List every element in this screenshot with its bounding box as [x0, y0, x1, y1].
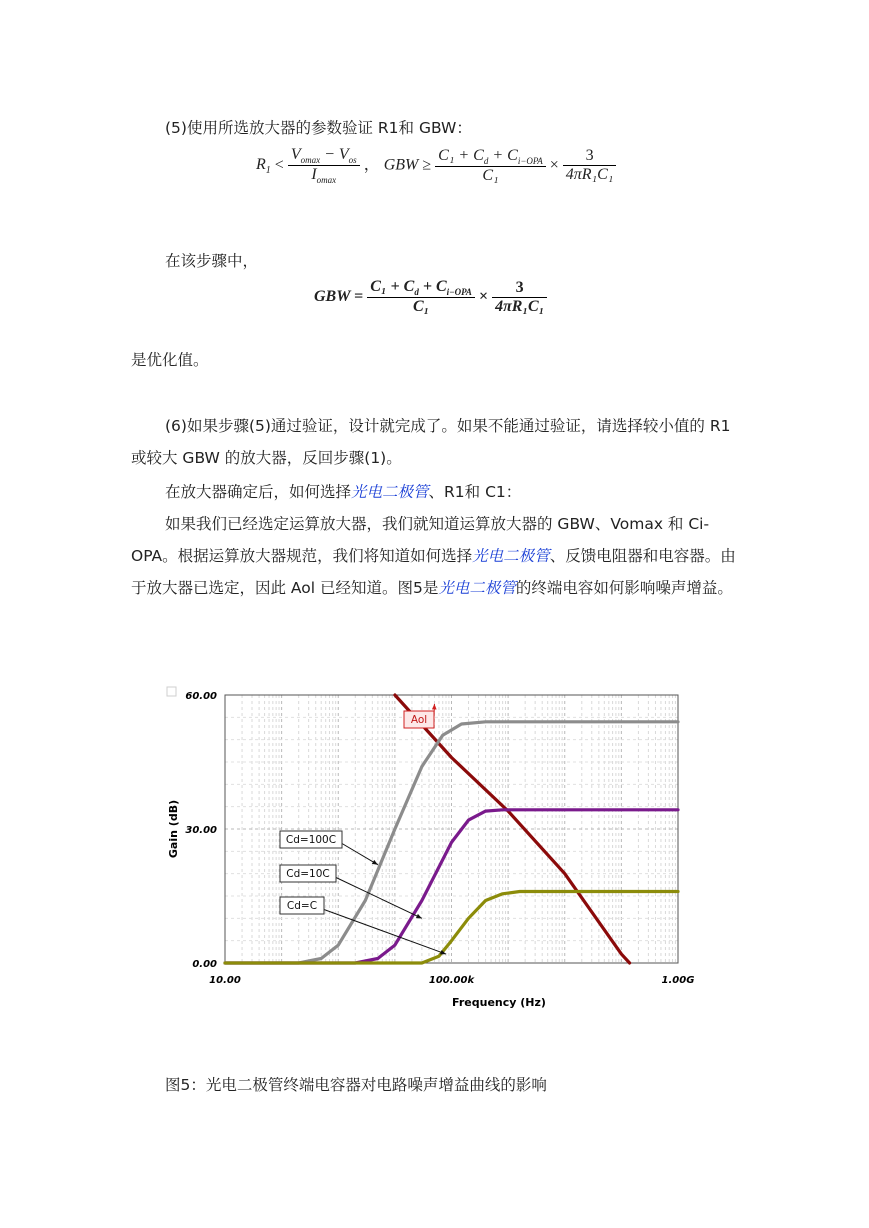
formula2-times: ×: [478, 287, 489, 305]
chart-corner-box: [167, 687, 176, 696]
formula-sep: ，: [363, 156, 380, 174]
x-tick-label: 10.00: [209, 975, 241, 986]
formula-vomax-frac: $\frac{V_{omax} - V_{os}}{I_{omax}}$: [288, 146, 360, 185]
formula-times: ×: [549, 156, 559, 174]
figure-caption: 图5：光电二极管终端电容器对电路噪声增益曲线的影响: [165, 1076, 547, 1094]
annotation-arrowhead: [432, 704, 437, 710]
annotation-label: Aol: [410, 714, 428, 726]
formula-rc-frac: $\frac{3}{\text{4πR₁C₁}}$: [563, 147, 617, 184]
formula-gbw: GBW: [383, 156, 419, 174]
step6-paragraph: (6)如果步骤(5)通过验证，设计就完成了。如果不能通过验证，请选择较小值的 R1或较大 GBW 的放大器，反回步骤(1)。: [131, 417, 731, 467]
formula-lt: <: [274, 156, 284, 174]
step-note: 在该步骤中，: [165, 252, 259, 270]
annotation-leader: [336, 878, 422, 919]
annotation-label: Cd=10C: [286, 868, 330, 880]
chart-grid: [225, 695, 678, 963]
x-tick-label: 1.00G: [661, 975, 695, 986]
y-tick-label: 60.00: [185, 691, 217, 702]
y-tick-label: 30.00: [185, 825, 217, 836]
noise-gain-chart: [160, 680, 720, 1020]
x-tick-label: 100.00k: [428, 975, 475, 986]
formula2-rc-frac: $\frac{3}{\text{4πR₁C₁}}$: [492, 279, 547, 316]
known-paragraph: 如果我们已经选定运算放大器，我们就知道运算放大器的 GBW、Vomax 和 Ci-OPA。根据运算放大器规范，我们将知道如何选择光电二极管、反馈电阻器和电容器。由于放大器已选定，因此 Aol 已经知道。图5是光电二极管的终端电容如何影响噪声增益。: [131, 515, 736, 597]
formula2-eq: =: [354, 287, 364, 305]
photodiode-link[interactable]: 光电二极管: [472, 547, 550, 565]
step5-intro: (5)使用所选放大器的参数验证 R1和 GBW：: [165, 119, 472, 137]
formula2-gbw: GBW: [314, 287, 351, 305]
optimal-note: 是优化值。: [131, 351, 209, 369]
photodiode-link[interactable]: 光电二极管: [351, 483, 429, 501]
annotation-label: Cd=100C: [285, 834, 337, 846]
formula2-cap-frac: $\frac{C_1 + C_d + C_{i-OPA}}{\text{C₁}}$: [367, 278, 475, 316]
formula-verify: [256, 146, 616, 185]
select-paragraph: 在放大器确定后，如何选择光电二极管、R1和 C1：: [165, 483, 522, 501]
annotation-leader: [324, 910, 446, 955]
formula-ge: ≥: [422, 156, 432, 174]
tick-layer: [185, 691, 694, 986]
formula-optimal: [314, 278, 547, 316]
photodiode-link[interactable]: 光电二极管: [438, 579, 516, 597]
formula-r1: $R_1$: [256, 156, 271, 177]
formula-cap-frac: $\frac{C_1 + C_d + C_{i-OPA}}{\text{C₁}}$: [435, 147, 546, 185]
x-axis-label: Frequency (Hz): [452, 996, 546, 1009]
y-axis-label: Gain (dB): [167, 799, 180, 859]
annotation-label: Cd=C: [286, 900, 318, 912]
y-tick-label: 0.00: [192, 959, 217, 970]
